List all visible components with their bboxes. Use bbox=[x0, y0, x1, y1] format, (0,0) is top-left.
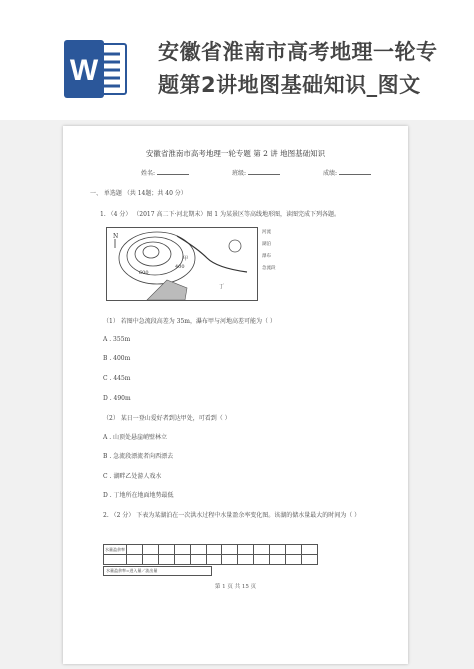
question-1: 1. （4 分） （2017 高二下·河北期末）图 1 为某景区等高线地形图，读图完成下列各题。 bbox=[100, 211, 340, 218]
option-b[interactable]: B . 急流段漂流者向西漂去 bbox=[103, 453, 174, 460]
header-banner bbox=[0, 0, 474, 120]
water-balance-table bbox=[103, 544, 318, 565]
name-label: 姓名: bbox=[141, 170, 156, 177]
option-d[interactable]: D . 490m bbox=[103, 395, 131, 402]
option-b[interactable]: B . 400m bbox=[103, 355, 131, 362]
option-a[interactable]: A . 山顶处悬崖峭壁林立 bbox=[103, 434, 168, 441]
table-note: 水量盈余率=进入量／流出量 bbox=[103, 566, 212, 576]
option-c[interactable]: C . 445m bbox=[103, 375, 131, 382]
section-heading: 一、 单选题 （共 14题；共 40 分） bbox=[90, 190, 187, 197]
svg-text:N: N bbox=[113, 233, 119, 240]
page-title: 安徽省淮南市高考地理一轮专题 第 2 讲 地图基础知识 bbox=[145, 149, 326, 158]
table-row-label: 水量盈余率 bbox=[104, 545, 127, 555]
title-line-2: 题第2讲地图基础知识_图文 bbox=[158, 73, 421, 97]
student-info-fields bbox=[141, 168, 371, 177]
svg-text:丁: 丁 bbox=[219, 284, 225, 290]
option-c[interactable]: C . 湖畔乙处游人戏水 bbox=[103, 473, 162, 480]
map-legend bbox=[262, 227, 302, 275]
score-label: 成绩: bbox=[322, 170, 337, 177]
legend-item: 湖泊 bbox=[262, 242, 271, 247]
document-page bbox=[63, 126, 408, 664]
legend-item: 瀑布 bbox=[262, 254, 271, 259]
page-footer: 第 1 页 共 15 页 bbox=[214, 584, 257, 590]
word-document-icon bbox=[62, 38, 130, 100]
question-1-1: （1） 若图中急流段高差为 35m，瀑布甲与河地高差可能为（ ） bbox=[103, 318, 276, 325]
name-field[interactable] bbox=[141, 168, 189, 177]
document-title bbox=[158, 36, 458, 102]
svg-text:400: 400 bbox=[175, 264, 185, 270]
svg-text:600: 600 bbox=[139, 270, 149, 276]
title-line-1: 安徽省淮南市高考地理一轮专 bbox=[158, 40, 438, 64]
contour-map bbox=[106, 227, 258, 301]
option-a[interactable]: A . 355m bbox=[103, 336, 131, 343]
svg-text:W: W bbox=[69, 54, 99, 87]
score-field[interactable] bbox=[323, 168, 371, 177]
class-field[interactable] bbox=[232, 168, 280, 177]
question-1-2: （2） 某日一登山爱好者到达甲处，可看到（ ） bbox=[103, 415, 231, 422]
question-2: 2. （2 分） 下表为某湖泊在一次洪水过程中水量盈余率变化图。该湖的储水量最大的时间为（ ） bbox=[103, 512, 361, 519]
legend-item: 急流段 bbox=[262, 266, 276, 271]
class-label: 班级: bbox=[231, 170, 247, 177]
svg-text:甲: 甲 bbox=[183, 256, 189, 262]
option-d[interactable]: D . 丁地所在地面地势最低 bbox=[103, 492, 174, 499]
legend-item: 河流 bbox=[262, 230, 271, 235]
